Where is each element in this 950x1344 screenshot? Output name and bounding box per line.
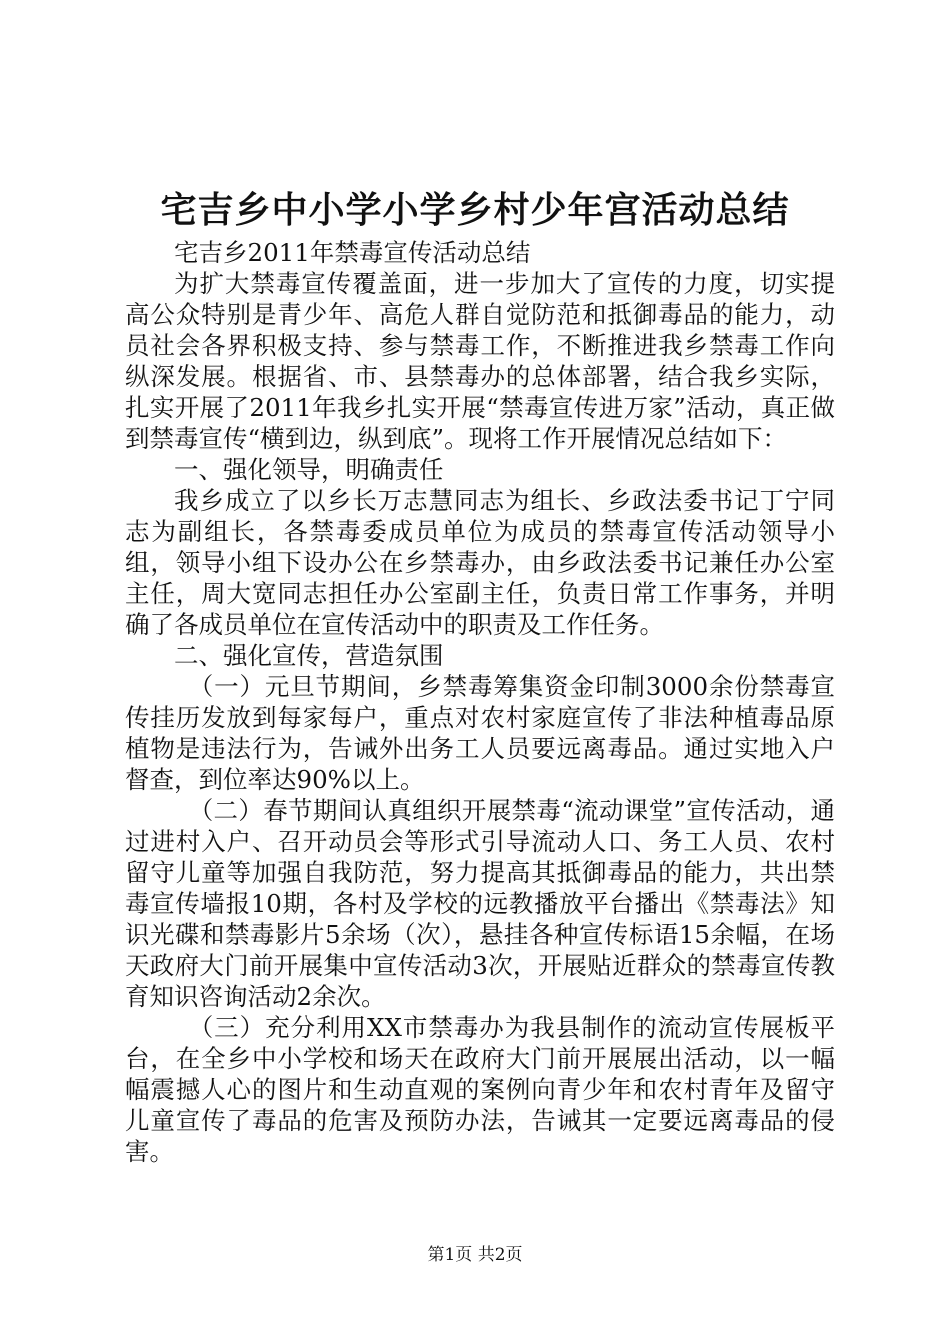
document-title: 宅吉乡中小学小学乡村少年宫活动总结: [160, 189, 790, 231]
section-heading-1: 一、强化领导，明确责任: [174, 455, 444, 484]
paragraph-item-1: （一）元旦节期间，乡禁毒筹集资金印制3000余份禁毒宣传挂历发放到每家每户，重点对农村家庭宣传了非法种植毒品原植物是违法行为，告诫外出务工人员要远离毒品。通过实地入户督查，到位率达90%以上。: [125, 672, 835, 794]
paragraph-item-3: （三）充分利用XX市禁毒办为我县制作的流动宣传展板平台，在全乡中小学校和场天在政府大门前开展展出活动，以一幅幅震撼人心的图片和生动直观的案例向青少年和农村青年及留守儿童宣传了毒品的危害及预防办法，告诫其一定要远离毒品的侵害。: [125, 1013, 835, 1166]
paragraph-leadership: 我乡成立了以乡长万志慧同志为组长、乡政法委书记丁宁同志为副组长，各禁毒委成员单位为成员的禁毒宣传活动领导小组，领导小组下设办公在乡禁毒办，由乡政法委书记兼任办公室主任，周大宽同志担任办公室副主任，负责日常工作事务，并明确了各成员单位在宣传活动中的职责及工作任务。: [125, 486, 835, 639]
paragraph-intro: 为扩大禁毒宣传覆盖面，进一步加大了宣传的力度，切实提高公众特别是青少年、高危人群自觉防范和抵御毒品的能力，动员社会各界积极支持、参与禁毒工作，不断推进我乡禁毒工作向纵深发展。根据省、市、县禁毒办的总体部署，结合我乡实际，扎实开展了2011年我乡扎实开展“禁毒宣传进万家”活动，真正做到禁毒宣传“横到边，纵到底”。现将工作开展情况总结如下：: [125, 269, 835, 453]
document-body: [125, 237, 835, 1167]
page-number-footer: 第1页 共2页: [427, 1245, 523, 1265]
paragraph-subtitle: 宅吉乡2011年禁毒宣传活动总结: [174, 238, 531, 267]
section-heading-2: 二、强化宣传，营造氛围: [174, 641, 444, 670]
paragraph-item-2: （二）春节期间认真组织开展禁毒“流动课堂”宣传活动，通过进村入户、召开动员会等形式引导流动人口、务工人员、农村留守儿童等加强自我防范，努力提高其抵御毒品的能力，共出禁毒宣传墙报10期，各村及学校的远教播放平台播出《禁毒法》知识光碟和禁毒影片5余场（次），悬挂各种宣传标语15余幅，在场天政府大门前开展集中宣传活动3次，开展贴近群众的禁毒宣传教育知识咨询活动2余次。: [125, 796, 835, 1011]
